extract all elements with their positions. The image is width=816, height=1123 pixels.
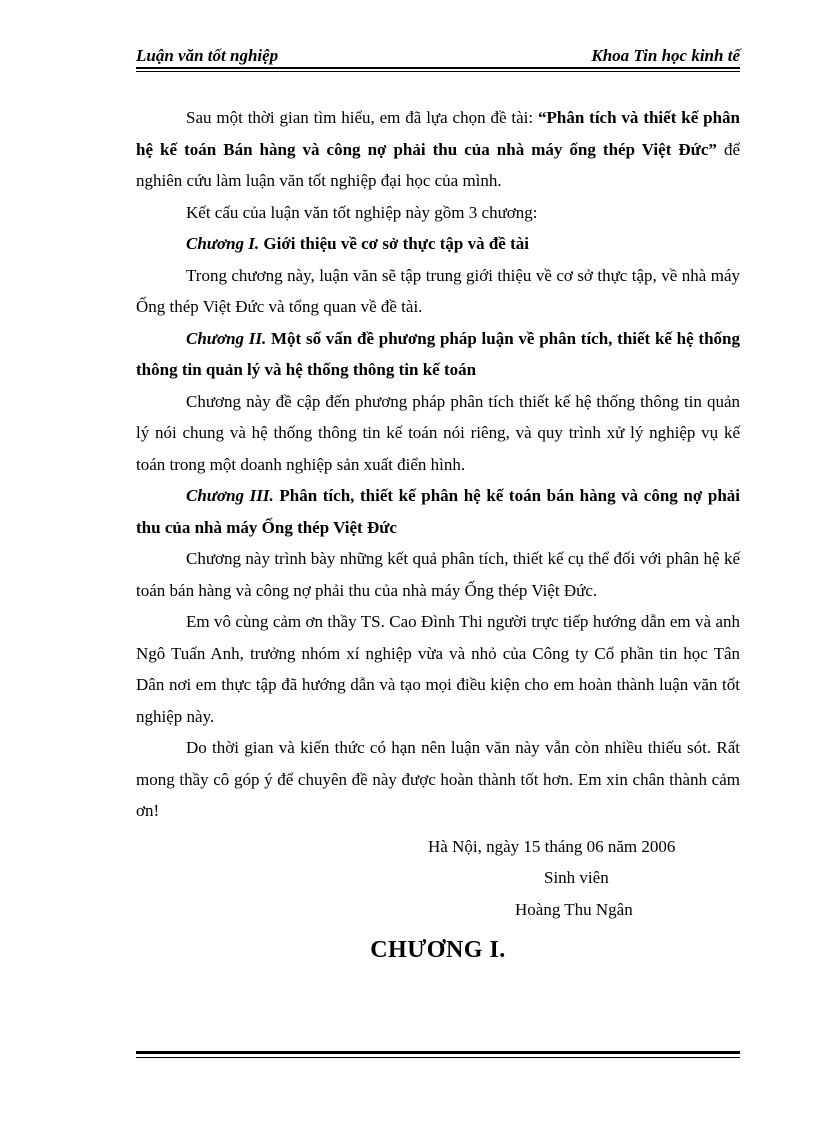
closing-paragraph: Do thời gian và kiến thức có hạn nên luận văn này vẫn còn nhiều thiếu sót. Rất mong thầy cô góp ý để chuyên đề này được hoàn thành tốt hơn. Em xin chân thành cảm ơn!: [136, 738, 740, 820]
structure-line: Kết cấu của luận văn tốt nghiệp này gồm 3 chương:: [186, 202, 538, 222]
page-header: [136, 46, 740, 69]
header-right-title: Khoa Tin học kinh tế: [591, 46, 740, 65]
chapter-3-title: Phân tích, thiết kế phân hệ kế toán bán hàng và công nợ phải thu của nhà máy Ống thép Việt Đức: [136, 486, 740, 537]
document-page: [136, 46, 740, 967]
thanks-paragraph: Em vô cùng cảm ơn thầy TS. Cao Đình Thi người trực tiếp hướng dẫn em và anh Ngô Tuấn Anh, trưởng nhóm xí nghiệp vừa và nhỏ của Công ty Cổ phần tin học Tân Dân nơi em thực tập đã hướng dẫn và tạo mọi điều kiện cho em hoàn thành luận văn tốt nghiệp này.: [136, 612, 740, 726]
chapter-3-heading: [136, 480, 740, 543]
chapter-1-label: Chương I.: [186, 234, 260, 253]
chapter-3-description: Chương này trình bày những kết quả phân tích, thiết kế cụ thể đối với phân hệ kế toán bán hàng và công nợ phải thu của nhà máy Ống thép Việt Đức.: [136, 549, 740, 600]
chapter-1-heading: [136, 228, 740, 260]
intro-text: Sau một thời gian tìm hiểu, em đã lựa chọn đề tài:: [186, 108, 538, 127]
chapter-1-title: Giới thiệu về cơ sở thực tập và đề tài: [259, 234, 529, 253]
header-rule: [136, 71, 740, 72]
chapter-1-description: Trong chương này, luận văn sẽ tập trung giới thiệu về cơ sở thực tập, về nhà máy Ống thép Việt Đức và tổng quan về đề tài.: [136, 265, 740, 316]
intro-text-end: để nghiên cứu làm luận văn tốt nghiệp đại học của mình.: [136, 139, 741, 190]
next-chapter-heading: CHƯƠNG I.: [370, 937, 506, 963]
thesis-topic: “Phân tích và thiết kế phân hệ kế toán Bán hàng và công nợ phải thu của nhà máy ống thép Việt Đức”: [136, 108, 740, 159]
intro-paragraph: [136, 102, 740, 197]
chapter-2-heading: [136, 323, 740, 386]
footer-rule-thick: [136, 1051, 740, 1054]
chapter-3-label: Chương III.: [186, 486, 274, 505]
footer-rule-thin: [136, 1057, 740, 1058]
header-left-title: Luận văn tốt nghiệp: [136, 46, 279, 65]
place-date: Hà Nội, ngày 15 tháng 06 năm 2006: [428, 836, 676, 856]
chapter-2-title: Một số vấn đề phương pháp luận về phân tích, thiết kế hệ thống thông tin quản lý và hệ thống thông tin kế toán: [136, 328, 740, 379]
signature-role: Sinh viên: [544, 868, 609, 887]
signature-name: Hoàng Thu Ngân: [515, 899, 633, 919]
document-body: [136, 102, 740, 967]
chapter-2-description: Chương này đề cập đến phương pháp phân tích thiết kế hệ thống thông tin quản lý nói chung và hệ thống thông tin kế toán nói riêng, và quy trình xử lý nghiệp vụ kế toán trong một doanh nghiệp sản xuất điển hình.: [136, 391, 740, 474]
signature-block: [428, 831, 740, 926]
chapter-2-label: Chương II.: [186, 328, 267, 348]
